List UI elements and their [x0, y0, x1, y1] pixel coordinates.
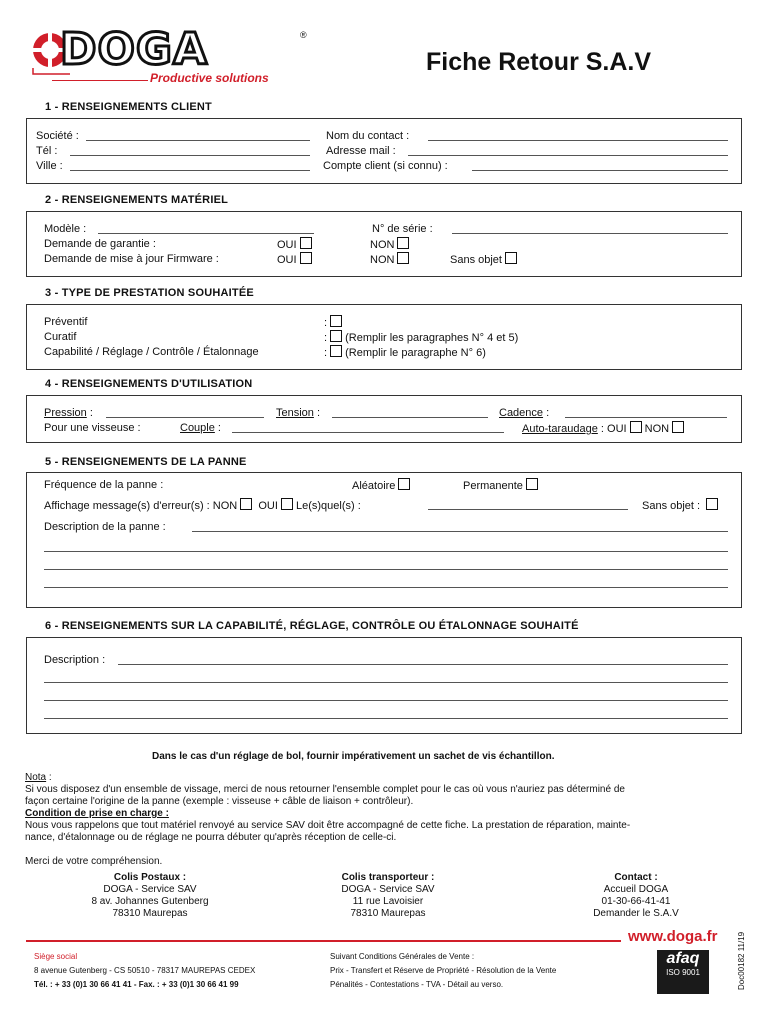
colis-transporteur: Colis transporteur : DOGA - Service SAV 11 rue Lavoisier 78310 Maurepas	[341, 872, 435, 919]
auto-taraudage-oui-checkbox[interactable]	[630, 421, 642, 433]
societe-field[interactable]	[86, 140, 310, 141]
tension-label: Tension :	[276, 407, 321, 419]
garantie-non: NON	[370, 237, 409, 252]
adresse-mail-label: Adresse mail :	[326, 145, 396, 157]
num-serie-label: N° de série :	[372, 223, 433, 235]
sans-objet-option: Sans objet :	[642, 498, 718, 513]
website-link[interactable]: www.doga.fr	[628, 928, 718, 945]
description-panne-label: Description de la panne :	[44, 521, 166, 533]
firmware-oui: OUI	[277, 252, 312, 267]
societe-label: Société :	[36, 130, 79, 142]
capabilite-checkbox[interactable]	[330, 345, 342, 357]
couple-label: Couple :	[180, 422, 221, 434]
colis-postaux: Colis Postaux : DOGA - Service SAV 8 av. Johannes Gutenberg 78310 Maurepas	[91, 872, 209, 919]
firmware-non: NON	[370, 252, 409, 267]
description-panne-field[interactable]	[192, 531, 728, 532]
bol-notice: Dans le cas d'un réglage de bol, fournir impérativement un sachet de vis échantillon.	[152, 751, 555, 762]
garantie-oui-checkbox[interactable]	[300, 237, 312, 249]
section-1-title: 1 - RENSEIGNEMENTS CLIENT	[45, 101, 212, 113]
frequence-label: Fréquence de la panne :	[44, 479, 164, 491]
aleatoire-option: Aléatoire	[352, 478, 410, 493]
curatif-checkbox[interactable]	[330, 330, 342, 342]
description-panne-line[interactable]	[44, 587, 728, 588]
section-2-title: 2 - RENSEIGNEMENTS MATÉRIEL	[45, 194, 229, 206]
condition-title: Condition de prise en charge :	[25, 808, 169, 819]
footer-divider	[26, 940, 621, 942]
afaq-certification-logo: afaq ISO 9001	[657, 950, 709, 994]
firmware-non-checkbox[interactable]	[397, 252, 409, 264]
visseuse-label: Pour une visseuse :	[44, 422, 141, 434]
compte-client-label: Compte client (si connu) :	[323, 160, 448, 172]
couple-field[interactable]	[232, 432, 504, 433]
ville-field[interactable]	[70, 170, 310, 171]
registered-mark: ®	[300, 30, 307, 40]
nom-contact-field[interactable]	[428, 140, 728, 141]
panne-sans-objet-checkbox[interactable]	[706, 498, 718, 510]
cgv-line: Pénalités - Contestations - TVA - Détail au verso.	[330, 980, 504, 989]
affichage-oui-checkbox[interactable]	[281, 498, 293, 510]
tel-label: Tél :	[36, 145, 58, 157]
permanente-checkbox[interactable]	[526, 478, 538, 490]
nota-text: façon certaine l'origine de la panne (exemple : visseuse + câble de liaison + contrôleur).	[25, 796, 414, 807]
preventif-checkbox[interactable]	[330, 315, 342, 327]
preventif-option: :	[324, 315, 342, 330]
section-3-title: 3 - TYPE DE PRESTATION SOUHAITÉE	[45, 287, 254, 299]
description-capabilite-label: Description :	[44, 654, 106, 666]
description-panne-line[interactable]	[44, 551, 728, 552]
garantie-oui: OUI	[277, 237, 312, 252]
cgv-line: Suivant Conditions Générales de Vente :	[330, 952, 475, 961]
firmware-label: Demande de mise à jour Firmware :	[44, 253, 219, 265]
auto-taraudage-non-checkbox[interactable]	[672, 421, 684, 433]
page-title: Fiche Retour S.A.V	[426, 48, 652, 76]
modele-label: Modèle :	[44, 223, 87, 235]
pression-label: Pression :	[44, 407, 93, 419]
description-capabilite-line[interactable]	[44, 700, 728, 701]
ville-label: Ville :	[36, 160, 63, 172]
brand-tagline: Productive solutions	[150, 71, 269, 85]
contact-block: Contact : Accueil DOGA 01-30-66-41-41 Demander le S.A.V	[593, 872, 679, 919]
cadence-field[interactable]	[565, 417, 727, 418]
permanente-option: Permanente	[463, 478, 538, 493]
description-panne-line[interactable]	[44, 569, 728, 570]
firmware-sans-objet: Sans objet	[450, 252, 517, 267]
section-6-title: 6 - RENSEIGNEMENTS SUR LA CAPABILITÉ, RÉGLAGE, CONTRÔLE OU ÉTALONNAGE SOUHAITÉ	[45, 620, 579, 632]
tension-field[interactable]	[332, 417, 488, 418]
auto-taraudage-label: Auto-taraudage : OUI NON	[522, 421, 684, 436]
document-code: Doc00182 11/19	[737, 931, 746, 990]
num-serie-field[interactable]	[452, 233, 728, 234]
section-4-title: 4 - RENSEIGNEMENTS D'UTILISATION	[45, 378, 253, 390]
thanks-text: Merci de votre compréhension.	[25, 856, 163, 867]
firmware-sans-objet-checkbox[interactable]	[505, 252, 517, 264]
notes-block	[25, 772, 630, 868]
condition-text: Nous vous rappelons que tout matériel renvoyé au service SAV doit être accompagné de cette fiche. La prestation de réparation, mainte-	[25, 820, 631, 831]
capabilite-option: : (Remplir le paragraphe N° 6)	[324, 347, 486, 359]
pression-field[interactable]	[106, 417, 264, 418]
description-capabilite-line[interactable]	[44, 718, 728, 719]
description-capabilite-field[interactable]	[118, 664, 728, 665]
preventif-label: Préventif	[44, 316, 88, 328]
curatif-label: Curatif	[44, 331, 77, 343]
cgv-line: Prix - Transfert et Réserve de Propriété - Résolution de la Vente	[330, 966, 557, 975]
section-5-title: 5 - RENSEIGNEMENTS DE LA PANNE	[45, 456, 247, 468]
nota-title: Nota :	[25, 772, 52, 783]
nota-text: Si vous disposez d'un ensemble de vissage, merci de nous retourner l'ensemble complet pour le cas où vous n'auriez pas déterminé de	[25, 784, 625, 795]
modele-field[interactable]	[98, 233, 314, 234]
cadence-label: Cadence :	[499, 407, 550, 419]
curatif-option: : (Remplir les paragraphes N° 4 et 5)	[324, 332, 519, 344]
condition-text: nance, d'étalonnage ou de réglage ne pourra débuter qu'après réception de celle-ci.	[25, 832, 397, 843]
compte-client-field[interactable]	[472, 170, 728, 171]
logo-underline	[52, 80, 148, 81]
garantie-label: Demande de garantie :	[44, 238, 156, 250]
tel-field[interactable]	[70, 155, 310, 156]
description-capabilite-line[interactable]	[44, 682, 728, 683]
siege-phone: Tél. : + 33 (0)1 30 66 41 41 - Fax. : + 33 (0)1 30 66 41 99	[34, 980, 239, 989]
aleatoire-checkbox[interactable]	[398, 478, 410, 490]
adresse-mail-field[interactable]	[408, 155, 728, 156]
capabilite-label: Capabilité / Réglage / Contrôle / Étalonnage	[44, 346, 259, 358]
affichage-non-checkbox[interactable]	[240, 498, 252, 510]
firmware-oui-checkbox[interactable]	[300, 252, 312, 264]
siege-address: 8 avenue Gutenberg - CS 50510 - 78317 MAUREPAS CEDEX	[34, 966, 256, 975]
affichage-label: Affichage message(s) d'erreur(s) : NON OUI Le(s)quel(s) :	[44, 500, 361, 512]
siege-label: Siège social	[34, 952, 78, 961]
brand-logo: DOGA	[60, 24, 209, 75]
nom-contact-label: Nom du contact :	[326, 130, 410, 142]
garantie-non-checkbox[interactable]	[397, 237, 409, 249]
section-6-box	[26, 637, 742, 734]
lesquels-field[interactable]	[428, 509, 628, 510]
